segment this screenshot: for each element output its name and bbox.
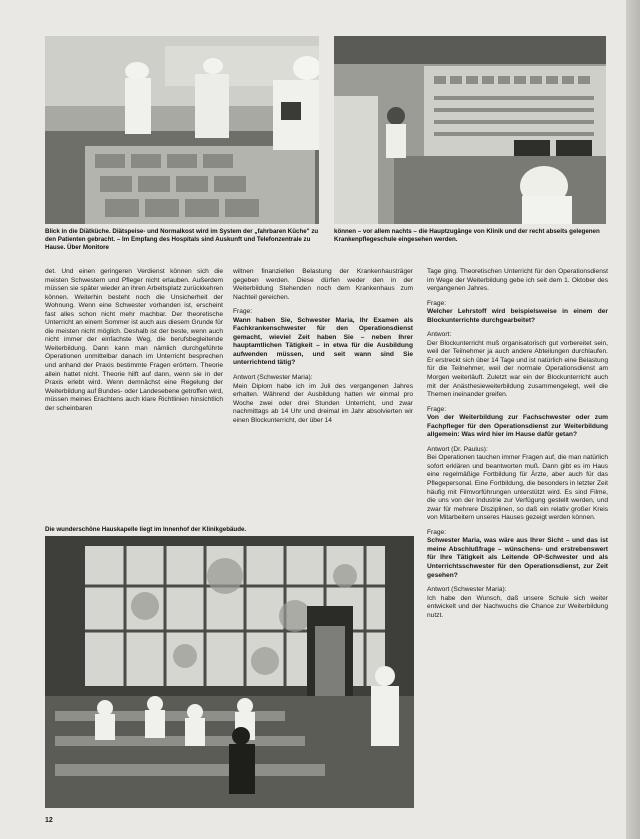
photo-diet-kitchen-image xyxy=(45,36,319,224)
answer-weiterbildung: Bei Operationen tauchen immer Fragen auf, die man natürlich sofort erklären und beantworten muß. Dann gibt es im Haus eine regelmäßige Fortbildung für Ärzte, aber auch für das Pflegepersonal. Eine Fortbildung, die besonders in letzter Zeit häufig mit Filmvorführungen unterstützt wird. Es sind Filme, die uns von der Industrie zur Verfügung gestellt werden, und zwar für mehrere Disziplinen, so daß ein relativ großer Kreis von Mitarbeitern unseres Hauses gezeigt werden können. xyxy=(427,454,608,522)
question-exam: Wann haben Sie, Schwester Maria, Ihr Examen als Fachkrankenschwester für den Operationsdienst gemacht, wieviel Zeit haben Sie – neben Ihrer hauptamtlichen Tätigkeit – in etwa für die Ausbildung aufwenden müssen, und seit wann sind Sie unterrichtend tätig? xyxy=(233,316,413,367)
column-1-text: det. Und einen geringeren Verdienst können sich die meisten Schwestern und Pfleger nicht erlauben. Außerdem müssen sie später wieder an ihren Arbeitsplatz zurückkehren können. Weiterhin besteht noch die Unsicherheit der Wohnung. Wenn eine Schwester vorhanden ist, erscheint fast alles schon nicht mehr machbar. Der theoretische Unterricht an einem Sommer ist auch aus diesem Grunde für die meisten nicht möglich. Deshalb ist der beste, wenn auch nicht immer der einfachste Weg, die berufsbegleitende Weiterbildung. Dann kann man nämlich durchgeführte Operationen unmittelbar danach im Unterricht besprechen und anhand der Praxis bestimmte Fragen erörtern. Theorie allein hattet nicht. Theorie hilft auf dann, wenn sie in der Praxis erlebt wird. Wenn demnächst eine Regelung der Weiterbildung auf Bundes- oder Landesebene getroffen wird, müssen meines Erachtens auch klare Richtlinien hinsichtlich der scheinbaren xyxy=(45,268,223,412)
photo-reception xyxy=(334,36,606,224)
question-lehrstoff: Welcher Lehrstoff wird beispielsweise in einem der Blockunterrichte durchgearbeitet? xyxy=(427,308,608,324)
column-2-intro: wiltnen finanziellen Belastung der Krankenhausträger gegeben werden. Diese dürfen weder den in der Weiterbildung Stehenden noch dem Krankenhaus zum Nachteil gereichen. xyxy=(233,268,413,301)
photo-reception-image xyxy=(334,36,606,224)
answer-label: Antwort (Schwester Maria): xyxy=(233,374,313,382)
q3-label: Frage: xyxy=(427,528,447,536)
caption-chapel: Die wunderschöne Hauskapelle liegt im Innenhof der Klinikgebäude. xyxy=(45,526,247,533)
q2-label: Frage: xyxy=(427,405,447,413)
column-3-intro: Tage ging. Theoretischen Unterricht für den Operationsdienst im Wege der Weiterbildung gebe ich seit dem 1. Oktober des vergangenen Jahres. xyxy=(427,268,608,293)
answer-exam: Mein Diplom habe ich im Juli des vergangenen Jahres erhalten. Während der Ausbildung hatten wir einmal pro Woche zwei oder drei Stunden Unterricht, und zwar nachmittags ab 14 Uhr und dreimal im Jahr absolvierten wir einen Blockunterricht, der über 14 xyxy=(233,382,413,424)
caption-top-left: Blick in die Diätküche. Diätspeise- und Normalkost wird im System der „fahrbaren Küche" zu den Patienten gebracht. – Im Empfang des Hospitals sind Auskunft und Telefonzentrale zu Hause. Über Monitore xyxy=(45,228,319,251)
question-weiterbildung: Von der Weiterbildung zur Fachschwester oder zum Fachpfleger für den Operationsdienst zur Weiterbildung allgemein: Was wird hier im Hause dafür getan? xyxy=(427,414,608,439)
page-number: 12 xyxy=(45,817,53,824)
a3-label: Antwort (Schwester Maria): xyxy=(427,586,507,594)
article-column-3 xyxy=(427,268,608,810)
a2-label: Antwort (Dr. Paulus): xyxy=(427,445,488,453)
page-edge-shadow xyxy=(626,0,640,839)
article-column-2 xyxy=(233,268,413,512)
photo-chapel-image xyxy=(45,536,414,808)
answer-lehrstoff: Der Blockunterricht muß organisatorisch gut vorbereitet sein, weil der Teilnehmer ja auch andere Abteilungen durchlaufen. Er erstreckt sich über 14 Tage und ist natürlich eine Belastung für die Teilnehmer, weil der normale Operationsdienst am Morgen weiterläuft. Zuletzt war ein der Blockunterricht auch mit der Anästhesieweiterbildung zusammengelegt, weil die Themen ineinander greifen. xyxy=(427,339,608,399)
question-abschluss: Schwester Maria, was wäre aus Ihrer Sicht – und das ist meine Abschlußfrage – wünschens- und erstrebenswert für Ihre Tätigkeit als Leitende OP-Schwester und als Unterrichtsschwester für den Operationsdienst, zur Zeit gesehen? xyxy=(427,537,608,579)
answer-abschluss: Ich habe den Wunsch, daß unsere Schule sich weiter entwickelt und der Nachwuchs die Chance zur Weiterbildung nutzt. xyxy=(427,594,608,619)
question-label: Frage: xyxy=(233,308,253,316)
q1-label: Frage: xyxy=(427,299,447,307)
a1-label: Antwort: xyxy=(427,331,452,339)
article-column-1 xyxy=(45,268,223,512)
caption-top-right: können – vor allem nachts – die Hauptzugänge von Klinik und der recht abseits gelegenen Krankenpflegeschule eingesehen werden. xyxy=(334,228,600,243)
photo-chapel xyxy=(45,536,414,808)
photo-diet-kitchen xyxy=(45,36,319,224)
